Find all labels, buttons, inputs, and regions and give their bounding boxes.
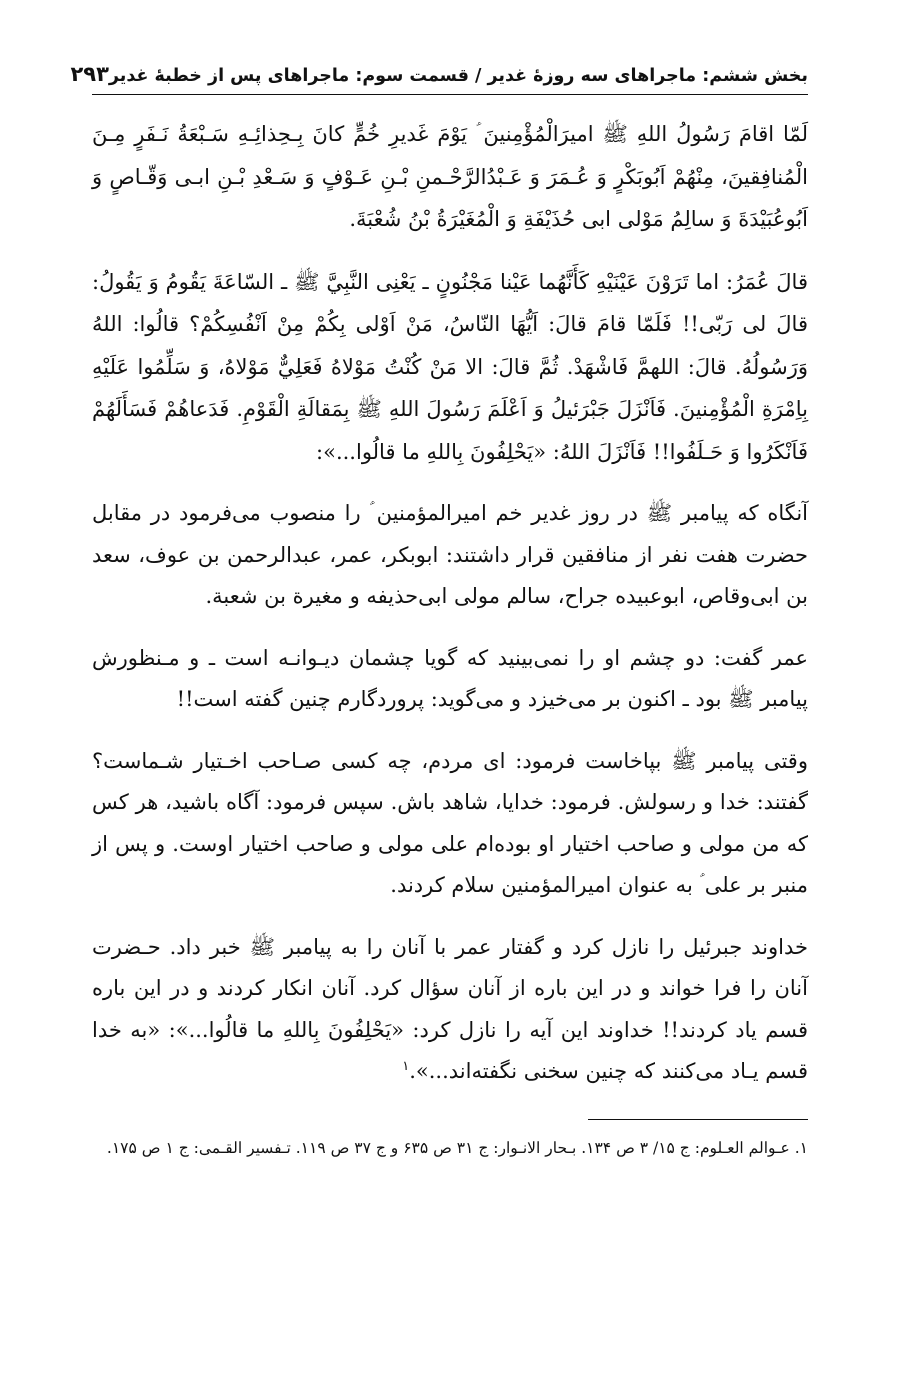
running-title: بخش ششم: ماجراهای سه روزهٔ غدیر / قسمت سوم: ماجراهای پس از خطبهٔ غدیر xyxy=(108,66,808,86)
footnote-marker: ۱ xyxy=(402,1059,410,1074)
footnote-divider xyxy=(588,1119,808,1120)
persian-paragraph-2: عمر گفت: دو چشم او را نمى‌بينيد كه گويا چشمان ديـوانـه است ـ و مـنظورش پيامبر ﷺ بود ـ اكنون بر مى‌خيزد و مى‌گويد: پروردگارم چنين گفته است!! xyxy=(92,645,808,711)
persian-paragraph-4 xyxy=(92,927,808,1093)
persian-paragraph-4-text: خداوند جبرئيل را نازل كرد و گفتار عمر با آنان را به پيامبر ﷺ خبر داد. حـضرت آنان را فرا خواند و در اين باره از آنان سؤال كرد. آنان انكار كردند و در اين باره قسم ياد كردند!! خداوند اين آيه را نازل كرد: «يَحْلِفُونَ بِاللهِ ما قالُوا...»: «به خدا قسم يـاد مى‌كنند كه چنين سخنى نگفته‌اند...». xyxy=(92,934,808,1083)
page-number: ۲۹۳ xyxy=(70,62,109,86)
persian-paragraph-1: آنگاه كه پيامبر ﷺ در روز غدير خم اميرالمؤمنين ؑ را منصوب مى‌فرمود در مقابل حضرت هفت نفر از منافقين قرار داشتند: ابوبكر، عمر، عبدالرحمن بن عوف، سعد بن ابى‌وقاص، ابوعبيده جراح، سالم مولى ابى‌حذيفه و مغيرة بن شعبة. xyxy=(92,501,808,608)
page-header xyxy=(70,62,808,95)
book-page xyxy=(70,62,808,1165)
arabic-paragraph-1: لَمّا اقامَ رَسُولُ اللهِ ﷺ اميرَالْمُؤْمِنينَ ؑ يَوْمَ غَديرِ خُمٍّ كانَ بِـحِذائِـهِ سَـبْعَةُ نَـفَرٍ مِـنَ الْمُنافِقينَ، مِنْهُمْ اَبُوبَكْرٍ وَ عُـمَرَ وَ عَـبْدُالرَّحْـمنِ بْـنِ عَـوْفٍ وَ سَـعْدِ بْـنِ ابـى وَقّـاصٍ وَ اَبُوعُبَيْدَةَ وَ سالِمُ مَوْلى ابى حُذَيْفَةِ وَ الْمُغَيْرَةُ بْنُ شُعْبَةَ. xyxy=(92,122,808,231)
persian-paragraph-3: وقتى پيامبر ﷺ بپاخاست فرمود: اى مردم، چه كسى صـاحب اخـتيار شـماست؟ گفتند: خدا و رسولش. فرمود: خدايا، شاهد باش. سپس فرمود: آگاه باشيد، هر كس كه من مولى و صاحب اختيار او بوده‌ام على مولى و صاحب اختيار اوست. و پس از منبر بر على ؑ به عنوان اميرالمؤمنين سلام كردند. xyxy=(92,748,808,897)
arabic-paragraph-2: قالَ عُمَرُ: اما تَرَوْنَ عَيْنَيْهِ كَأَنَّهُما عَيْنا مَجْنُونٍ ـ يَعْنِى النَّبِيَّ ﷺ ـ السّاعَةَ يَقُومُ وَ يَقُولُ: قالَ لى رَبّى!! فَلَمّا قامَ قالَ: اَيُّهَا النّاسُ، مَنْ اَوْلى بِكُمْ مِنْ اَنْفُسِكُمْ؟ قالُوا: اللهُ وَرَسُولُهُ. قالَ: اللهمَّ فَاشْهَدْ. ثُمَّ قالَ: الا مَنْ كُنْتُ مَوْلاهُ فَعَلِيٌّ مَوْلاهُ، وَ سَلِّمُوا عَلَيْهِ بِاِمْرَةِ الْمُؤْمِنينَ. فَاَنْزَلَ جَبْرَئيلُ وَ اَعْلَمَ رَسُولَ اللهِ ﷺ بِمَقالَةِ الْقَوْمِ. فَدَعاهُمْ فَسَأَلَهُمْ فَاَنْكَرُوا وَ حَـلَفُوا!! فَاَنْزَلَ اللهُ: «يَحْلِفُونَ بِاللهِ ما قالُوا...»: xyxy=(92,269,808,464)
footnote: ۱. عـوالم العـلوم: ج ۱۵/ ۳ ص ۱۳۴. بـحار الانـوار: ج ۳۱ ص ۶۳۵ و ج ۳۷ ص ۱۱۹. تـفسير القـمى: ج ۱ ص ۱۷۵. xyxy=(106,1138,808,1157)
page-body xyxy=(92,113,808,1093)
